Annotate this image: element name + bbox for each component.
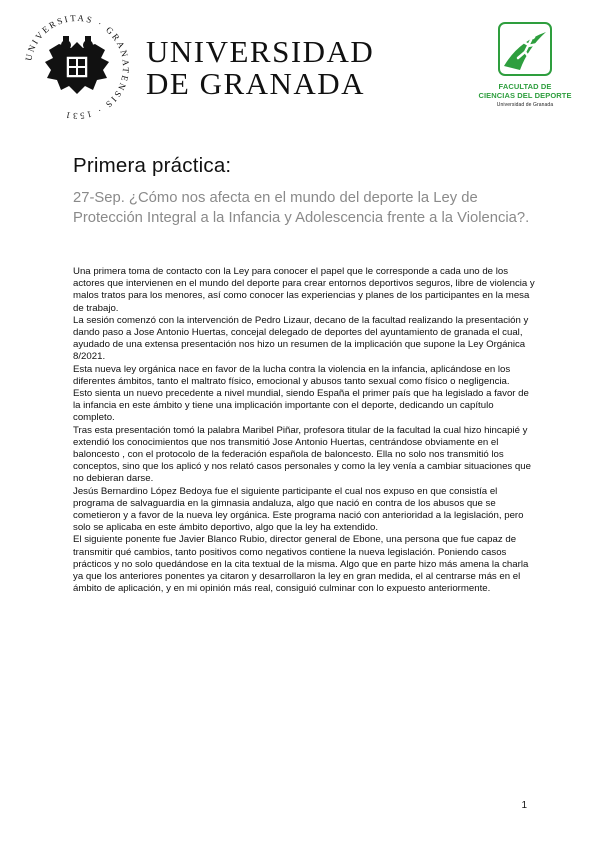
paragraph: Tras esta presentación tomó la palabra Maribel Piñar, profesora titular de la facultad la cual hizo hincapié y extendió los conocimientos que nos transmitió Jose Antonio Huertas, centrándose obviamente en el baloncesto , con el protocolo de la federación española de baloncesto. Ella no solo nos transmitió los conceptos, sino que los aplicó y nos relató casos personales y como la ley venía a cambiar situaciones que no debieran darse. xyxy=(73,424,531,485)
university-name-line1: UNIVERSIDAD xyxy=(146,34,375,69)
faculty-name-line1: FACULTAD DE xyxy=(498,82,552,91)
faculty-university-caption: Universidad de Granada xyxy=(496,102,554,108)
university-seal-logo xyxy=(22,12,132,122)
document-title: Primera práctica: xyxy=(73,154,232,177)
faculty-name-line2: CIENCIAS DEL DEPORTE xyxy=(478,91,572,100)
paragraph: Una primera toma de contacto con la Ley para conocer el papel que le corresponde a cada uno de los actores que intervienen en el mundo del deporte para crear entornos deportivos seguros, libre de violencia y malos tratos para los menores, así como conocer las experiencias y planes de los participantes en la mesa de trabajo. xyxy=(73,266,535,314)
page-number: 1 xyxy=(521,800,527,811)
university-wordmark xyxy=(146,36,374,100)
paragraph: La sesión comenzó con la intervención de Pedro Lizaur, decano de la facultad realizando la presentación y dando paso a Jose Antonio Huertas, concejal delegado de deportes del ayuntamiento de granada el cual, ayudado de una extensa presentación nos hizo un resumen de la implicación que supone la Ley Orgánica 8/2021. xyxy=(73,314,529,363)
paragraph: El siguiente ponente fue Javier Blanco Rubio, director general de Ebone, una persona que fue capaz de transmitir qué cambios, tanto positivos como negativos contiene la nueva legislación. Poniendo casos prácticos y no solo quedándose en la cita textual de la misma. Algo que en parte hizo más amena la charla ya que los anteriores ponentes ya citaron y desarrollaron la ley en gran medida, el al centrarse más en el ámbito de aplicación, y en mi opinión más real, consiguió culminar con lo expuesto anteriormente. xyxy=(73,534,529,595)
seal-ring-text: UNIVERSITAS · GRANATENSIS · 1531 xyxy=(23,12,132,122)
paragraph: Esta nueva ley orgánica nace en favor de la lucha contra la violencia en la infancia, aplicándose en los diferentes ámbitos, tanto el maltrato físico, emocional y abusos tanto sexual como físico o negligencia. xyxy=(73,363,511,387)
university-name-line2: DE GRANADA xyxy=(146,66,366,101)
faculty-logo xyxy=(498,22,552,76)
document-subtitle: 27-Sep. ¿Cómo nos afecta en el mundo del deporte la Ley de Protección Integral a la Infancia y Adolescencia frente a la Violencia?. xyxy=(73,190,530,226)
paragraph: Jesús Bernardino López Bedoya fue el siguiente participante el cual nos expuso en que consistía el programa de salvaguardia en la gimnasia andaluza, algo que nació en contra de los abusos que se cometieron y a favor de la nueva ley orgánica. Este programa nació con anterioridad a la legislación, pero solo se aplicaba en este ámbito deportivo, algo que la ley ha extendido. xyxy=(73,485,524,534)
paragraph: Esto sienta un nuevo precedente a nivel mundial, siendo España el primer país que ha legislado a favor de la infancia en este ámbito y tiene una implicación importante con el deporte, dedicando un capítulo completo. xyxy=(73,388,529,424)
faculty-name xyxy=(452,82,598,110)
document-body xyxy=(73,266,535,595)
